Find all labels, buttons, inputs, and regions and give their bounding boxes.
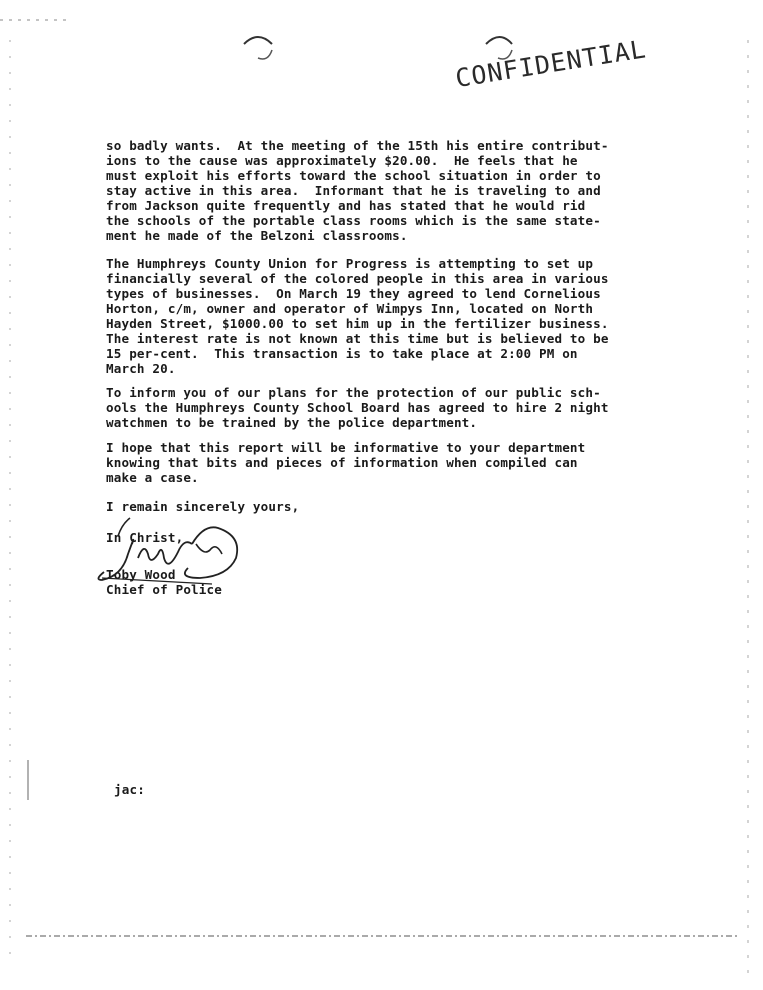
body-line: To inform you of our plans for the protection of our public sch- — [106, 385, 601, 400]
body-line: March 20. — [106, 361, 176, 376]
body-line: The Humphreys County Union for Progress is attempting to set up — [106, 256, 594, 271]
body-line: knowing that bits and pieces of information when compiled can — [106, 455, 578, 470]
body-line: ions to the cause was approximately $20.00. He feels that he — [106, 153, 578, 168]
body-line: so badly wants. At the meeting of the 15th his entire contribut- — [106, 138, 609, 153]
body-line: financially several of the colored people in this area in various — [106, 271, 609, 286]
closing-remain: I remain sincerely yours, — [106, 499, 300, 514]
body-line: watchmen to be trained by the police department. — [106, 415, 478, 430]
body-line: 15 per-cent. This transaction is to take place at 2:00 PM on — [106, 346, 578, 361]
body-line: stay active in this area. Informant that he is traveling to and — [106, 183, 601, 198]
typist-initials: jac: — [114, 782, 145, 797]
body-line: types of businesses. On March 19 they agreed to lend Cornelious — [106, 286, 601, 301]
handwritten-signature — [92, 514, 262, 594]
body-line: make a case. — [106, 470, 199, 485]
body-line: the schools of the portable class rooms which is the same state- — [106, 213, 601, 228]
signer-name: Toby Wood — [106, 567, 176, 582]
body-line: ment he made of the Belzoni classrooms. — [106, 228, 408, 243]
closing-christ: In Christ, — [106, 530, 184, 545]
signer-title: Chief of Police — [106, 582, 222, 597]
body-line: Hayden Street, $1000.00 to set him up in the fertilizer business. — [106, 316, 609, 331]
body-line: from Jackson quite frequently and has stated that he would rid — [106, 198, 586, 213]
body-line: I hope that this report will be informative to your department — [106, 440, 586, 455]
body-line: must exploit his efforts toward the school situation in order to — [106, 168, 601, 183]
body-line: Horton, c/m, owner and operator of Wimpys Inn, located on North — [106, 301, 594, 316]
body-line: ools the Humphreys County School Board has agreed to hire 2 night — [106, 400, 609, 415]
body-line: The interest rate is not known at this time but is believed to be — [106, 331, 609, 346]
confidential-stamp: CONFIDENTIAL — [453, 34, 649, 93]
